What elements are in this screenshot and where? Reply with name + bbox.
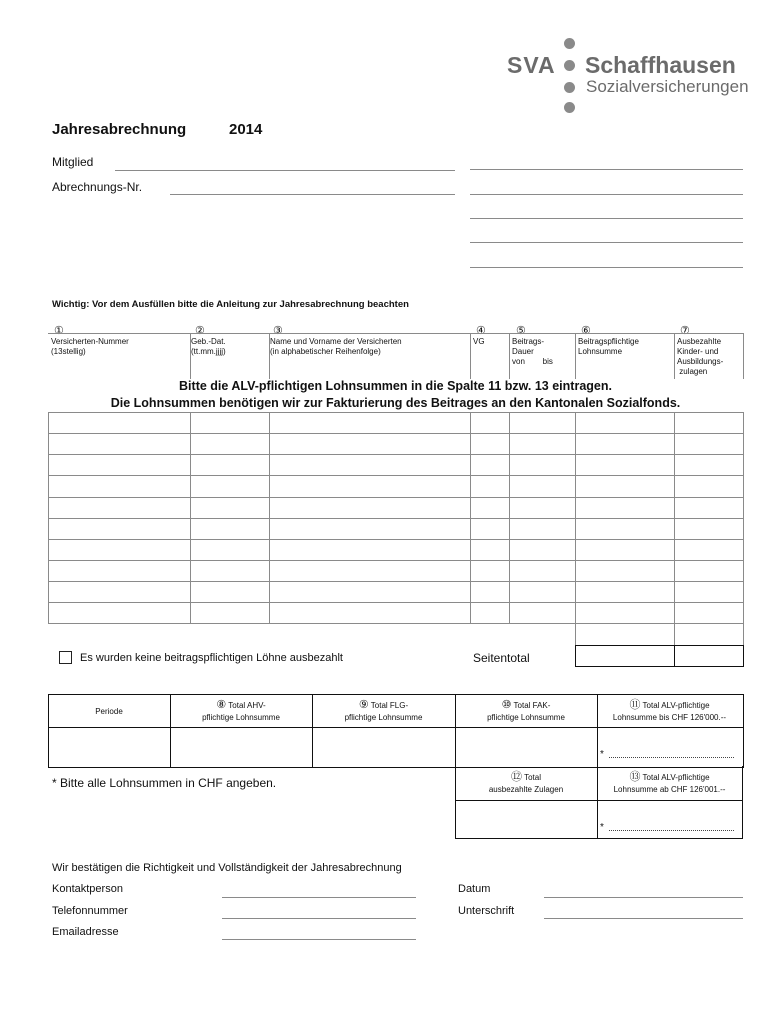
seitentotal-box[interactable] (575, 645, 744, 667)
unterschrift-field[interactable] (544, 918, 743, 919)
c10-b: pflichtige Lohnsumme (487, 713, 565, 722)
c12-header (455, 771, 597, 796)
col-label: Name und Vorname der Versicherten (in alphabetischer Reihenfolge) (270, 337, 402, 356)
address-line[interactable] (470, 218, 743, 219)
c13-star: * (600, 822, 604, 833)
banner-line-1: Bitte die ALV-pflichtigen Lohnsummen in die Spalte 11 bzw. 13 eintragen. (179, 379, 612, 393)
abrechnungsnr-label: Abrechnungs-Nr. (52, 180, 143, 194)
summary-rule (455, 800, 743, 801)
seitentotal-divider (674, 645, 675, 666)
c11-num: ⑪ (629, 699, 641, 711)
c12-b: ausbezahlte Zulagen (488, 785, 564, 794)
datum-field[interactable] (544, 897, 743, 898)
page-title: Jahresabrechnung (52, 121, 187, 138)
abrechnungsnr-field[interactable] (170, 194, 455, 195)
logo-name: Schaffhausen (585, 52, 736, 78)
telefon-field[interactable] (222, 918, 416, 919)
logo-dot-3 (564, 82, 575, 93)
col-separator (269, 333, 270, 379)
col-separator (674, 333, 675, 379)
c8-header (170, 699, 312, 724)
table-row[interactable] (48, 539, 743, 540)
c13-dotted-field[interactable] (609, 830, 734, 831)
summary-rule (48, 727, 744, 728)
chf-note: * Bitte alle Lohnsummen in CHF angeben. (52, 776, 277, 790)
col-num: ① (54, 325, 64, 337)
grid-col (674, 412, 675, 645)
notice: Wichtig: Vor dem Ausfüllen bitte die Anleitung zur Jahresabrechnung beachten (52, 299, 409, 310)
unterschrift-label: Unterschrift (458, 905, 515, 917)
c9-a: Total FLG- (370, 701, 409, 710)
grid-right (743, 412, 744, 645)
col-num: ② (195, 325, 205, 337)
table-row[interactable] (48, 475, 743, 476)
c8-num: ⑧ (216, 699, 227, 711)
c10-a: Total FAK- (513, 701, 551, 710)
address-line[interactable] (470, 267, 743, 268)
c10-header (455, 699, 597, 724)
col-separator (575, 333, 576, 379)
email-label: Emailadresse (52, 926, 119, 938)
logo-sub: Sozialversicherungen (586, 77, 749, 96)
c9-num: ⑨ (358, 699, 369, 711)
c10-num: ⑩ (501, 699, 512, 711)
c13-header (597, 771, 742, 796)
col-separator (190, 333, 191, 379)
col-label: Geb.-Dat. (tt.mm.jjjj) (191, 337, 226, 356)
col-separator (509, 333, 510, 379)
logo-dot-2 (564, 60, 575, 71)
logo-dot-4 (564, 102, 575, 113)
c13-a: Total ALV-pflichtige (642, 773, 710, 782)
mitglied-label: Mitglied (52, 155, 94, 169)
no-wages-label: Es wurden keine beitragspflichtigen Löhne ausbezahlt (80, 652, 343, 664)
table-row[interactable] (48, 518, 743, 519)
col-separator (743, 333, 744, 379)
c11-b: Lohnsumme bis CHF 126'000.-- (612, 713, 727, 722)
table-row[interactable] (48, 560, 743, 561)
banner-line-2: Die Lohnsummen benötigen wir zur Fakturierung des Beitrages an den Kantonalen Sozialfonds. (110, 396, 681, 410)
logo-sva: SVA (507, 52, 556, 78)
col-num: ⑥ (581, 325, 591, 337)
col-num: ⑦ (680, 325, 690, 337)
c11-dotted-field[interactable] (609, 757, 734, 758)
logo-dot-1 (564, 38, 575, 49)
col-label: Versicherten-Nummer (13stellig) (51, 337, 129, 356)
table-row[interactable] (48, 454, 743, 455)
col-label: Beitragspflichtige Lohnsumme (578, 337, 639, 356)
table-row[interactable] (48, 602, 743, 603)
kontakt-field[interactable] (222, 897, 416, 898)
table-row[interactable] (48, 623, 743, 624)
address-line[interactable] (470, 242, 743, 243)
page-year: 2014 (229, 121, 263, 138)
col-label: VG (473, 337, 485, 346)
c8-a: Total AHV- (228, 701, 266, 710)
c12-a: Total (524, 773, 541, 782)
email-field[interactable] (222, 939, 416, 940)
no-wages-checkbox[interactable] (59, 651, 72, 664)
grid-col (575, 412, 576, 645)
c12-num: ⑫ (511, 771, 522, 783)
telefon-label: Telefonnummer (52, 905, 128, 917)
c9-b: pflichtige Lohnsumme (344, 713, 423, 722)
table-row[interactable] (48, 433, 743, 434)
c13-num: ⑬ (629, 771, 641, 783)
kontakt-label: Kontaktperson (52, 883, 123, 895)
mitglied-field[interactable] (115, 170, 455, 171)
header-rule (48, 333, 743, 334)
table-row[interactable] (48, 412, 743, 413)
col-num: ⑤ (516, 325, 526, 337)
col-separator (470, 333, 471, 379)
c11-star: * (600, 749, 604, 760)
c11-header (597, 699, 742, 724)
c8-b: pflichtige Lohnsumme (202, 713, 280, 722)
c13-b: Lohnsumme ab CHF 126'001.-- (613, 785, 726, 794)
address-line[interactable] (470, 194, 743, 195)
table-row[interactable] (48, 581, 743, 582)
periode-label: Periode (95, 707, 123, 716)
c9-header (312, 699, 455, 724)
col-num: ③ (273, 325, 283, 337)
c11-a: Total ALV-pflichtige (642, 701, 710, 710)
summary-rule (455, 838, 743, 839)
col-label: Beitrags- Dauer von bis (512, 337, 553, 366)
col-num: ④ (476, 325, 486, 337)
address-line[interactable] (470, 169, 743, 170)
col-label: Ausbezahlte Kinder- und Ausbildungs- zulagen (677, 337, 724, 376)
datum-label: Datum (458, 883, 491, 895)
table-row[interactable] (48, 497, 743, 498)
summary-col (742, 766, 743, 839)
seitentotal-label: Seitentotal (473, 651, 530, 665)
confirm-text: Wir bestätigen die Richtigkeit und Vollständigkeit der Jahresabrechnung (52, 862, 402, 874)
